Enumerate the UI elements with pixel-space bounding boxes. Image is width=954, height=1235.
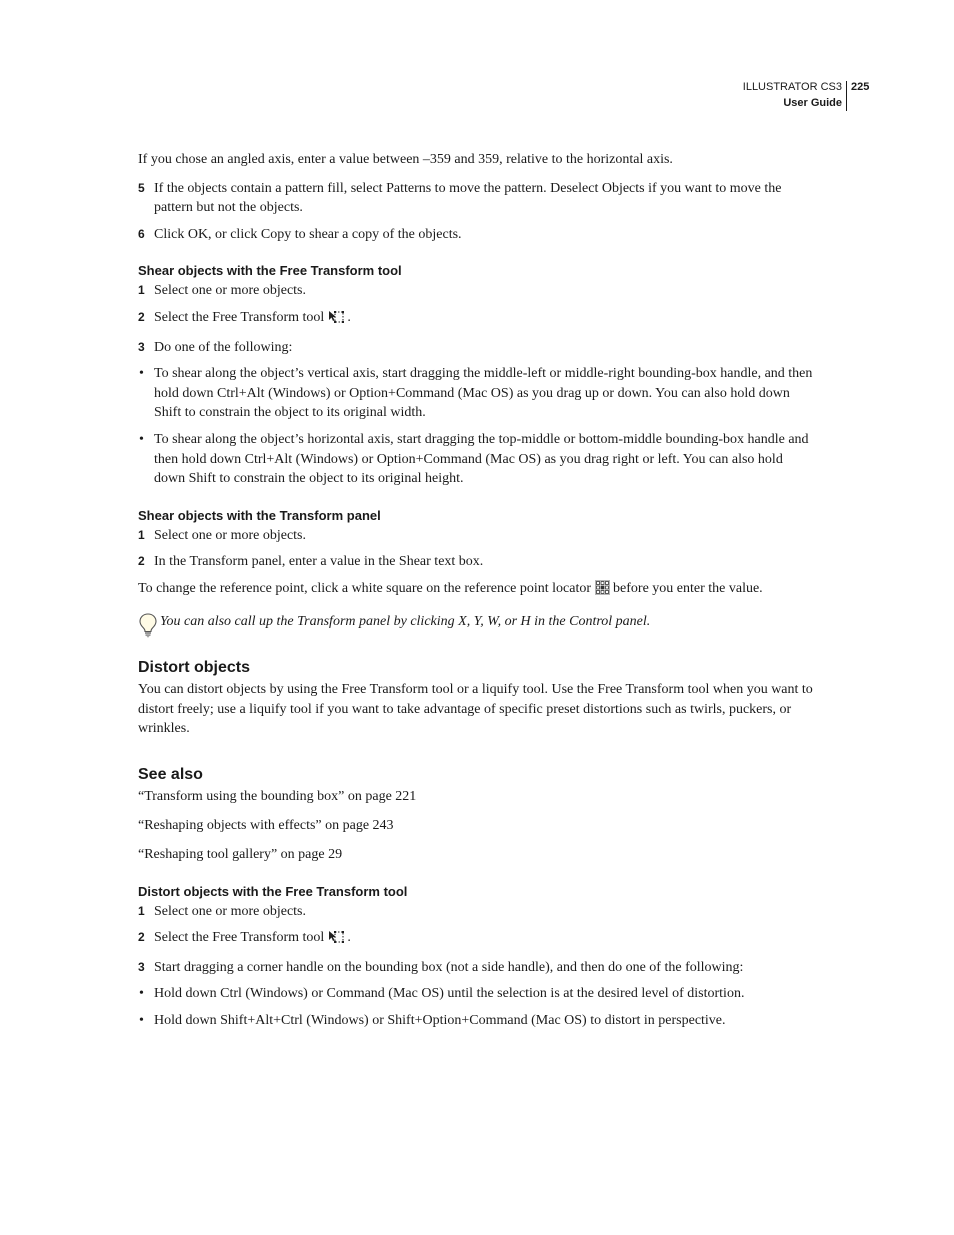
bullet-marker: • <box>139 1013 144 1029</box>
step-text: Do one of the following: <box>154 339 293 355</box>
reference-text-after: before you enter the value. <box>613 580 763 596</box>
step-2 <box>138 928 814 951</box>
free-transform-tool-icon <box>328 930 344 951</box>
step-text: Select the Free Transform tool <box>154 309 325 325</box>
step-text: Start dragging a corner handle on the bounding box (not a side handle), and then do one of the following: <box>154 959 744 975</box>
section-heading-distort-free-transform: Distort objects with the Free Transform tool <box>138 883 408 899</box>
step-number: 1 <box>138 283 145 298</box>
page-number: 225 <box>851 81 870 93</box>
step-text: In the Transform panel, enter a value in the Shear text box. <box>154 554 484 570</box>
step-2 <box>138 552 814 572</box>
page-body <box>138 150 814 1038</box>
step-number: 5 <box>138 180 145 195</box>
bullet-text: To shear along the object’s horizontal axis, start dragging the top-middle or bottom-middle bounding-box handle and then hold down Ctrl+Alt (Windows) or Option+Command (Mac OS) as you drag right or left. You can also hold down Shift to constrain the object to its original height. <box>154 431 809 487</box>
header-divider <box>846 81 847 111</box>
step-number: 2 <box>138 930 145 945</box>
list-item <box>138 1011 814 1031</box>
guide-name: User Guide <box>783 97 842 109</box>
step-1 <box>138 902 814 922</box>
reference-point-locator-icon <box>595 580 610 602</box>
product-name: ILLUSTRATOR CS3 <box>742 81 842 93</box>
reference-text-before: To change the reference point, click a white square on the reference point locator <box>138 580 592 596</box>
step-text-end: . <box>347 309 351 325</box>
step-text: Select one or more objects. <box>154 283 307 299</box>
list-item <box>138 430 814 489</box>
step-number: 3 <box>138 959 145 974</box>
step-text: Select one or more objects. <box>154 903 307 919</box>
step-number: 3 <box>138 339 145 354</box>
section-heading-see-also: See also <box>138 765 203 783</box>
reference-point-text <box>138 579 814 602</box>
bullet-marker: • <box>139 366 144 382</box>
see-also-link[interactable]: “Reshaping objects with effects” on page 243 <box>138 817 394 833</box>
step-1 <box>138 281 814 301</box>
step-text: If the objects contain a pattern fill, select Patterns to move the pattern. Deselect Objects if you want to move the pattern but not the objects. <box>154 180 782 216</box>
list-item <box>138 364 814 423</box>
step-text-end: . <box>347 930 351 946</box>
bullet-text: To shear along the object’s vertical axis, start dragging the middle-left or middle-right bounding-box handle, and then hold down Ctrl+Alt (Windows) or Option+Command (Mac OS) as you drag up or down. You can also hold down Shift to constrain the object to its original width. <box>154 366 813 421</box>
step-number: 1 <box>138 527 145 542</box>
tip-text: You can also call up the Transform panel by clicking X, Y, W, or H in the Control panel. <box>160 613 651 629</box>
step-number: 2 <box>138 554 145 569</box>
step-number: 1 <box>138 903 145 918</box>
lightbulb-tip-icon <box>138 612 158 643</box>
step-3 <box>138 338 814 358</box>
bullet-text: Hold down Ctrl (Windows) or Command (Mac OS) until the selection is at the desired level of distortion. <box>154 986 745 1002</box>
step-text-container <box>154 928 814 951</box>
step-3 <box>138 958 814 978</box>
step-number: 2 <box>138 309 145 324</box>
step-5 <box>138 179 814 218</box>
see-also-link[interactable]: “Transform using the bounding box” on page 221 <box>138 788 417 804</box>
free-transform-tool-icon <box>328 310 344 331</box>
step-text-container <box>154 308 814 331</box>
section-heading-shear-free-transform: Shear objects with the Free Transform tool <box>138 263 402 279</box>
step-number: 6 <box>138 226 145 241</box>
step-text: Select one or more objects. <box>154 527 307 543</box>
bullet-text: Hold down Shift+Alt+Ctrl (Windows) or Shift+Option+Command (Mac OS) to distort in perspective. <box>154 1013 726 1029</box>
step-2 <box>138 308 814 331</box>
section-heading-shear-transform-panel: Shear objects with the Transform panel <box>138 507 381 523</box>
angled-axis-text: If you chose an angled axis, enter a value between –359 and 359, relative to the horizontal axis. <box>138 152 673 167</box>
see-also-link[interactable]: “Reshaping tool gallery” on page 29 <box>138 847 343 863</box>
step-text: Click OK, or click Copy to shear a copy of the objects. <box>154 226 462 242</box>
bullet-marker: • <box>139 431 144 447</box>
step-1 <box>138 526 814 546</box>
bullet-marker: • <box>139 986 144 1002</box>
tip-note <box>138 612 814 632</box>
step-text: Select the Free Transform tool <box>154 930 325 946</box>
list-item <box>138 984 814 1004</box>
running-header <box>743 79 842 111</box>
section-heading-distort-objects: Distort objects <box>138 659 251 677</box>
distort-body-text: You can distort objects by using the Free Transform tool or a liquify tool. Use the Free Transform tool when you want to distort freely; use a liquify tool if you want to take advantage of specific preset distortions such as twirls, puckers, or wrinkles. <box>138 682 813 737</box>
step-6 <box>138 225 814 245</box>
